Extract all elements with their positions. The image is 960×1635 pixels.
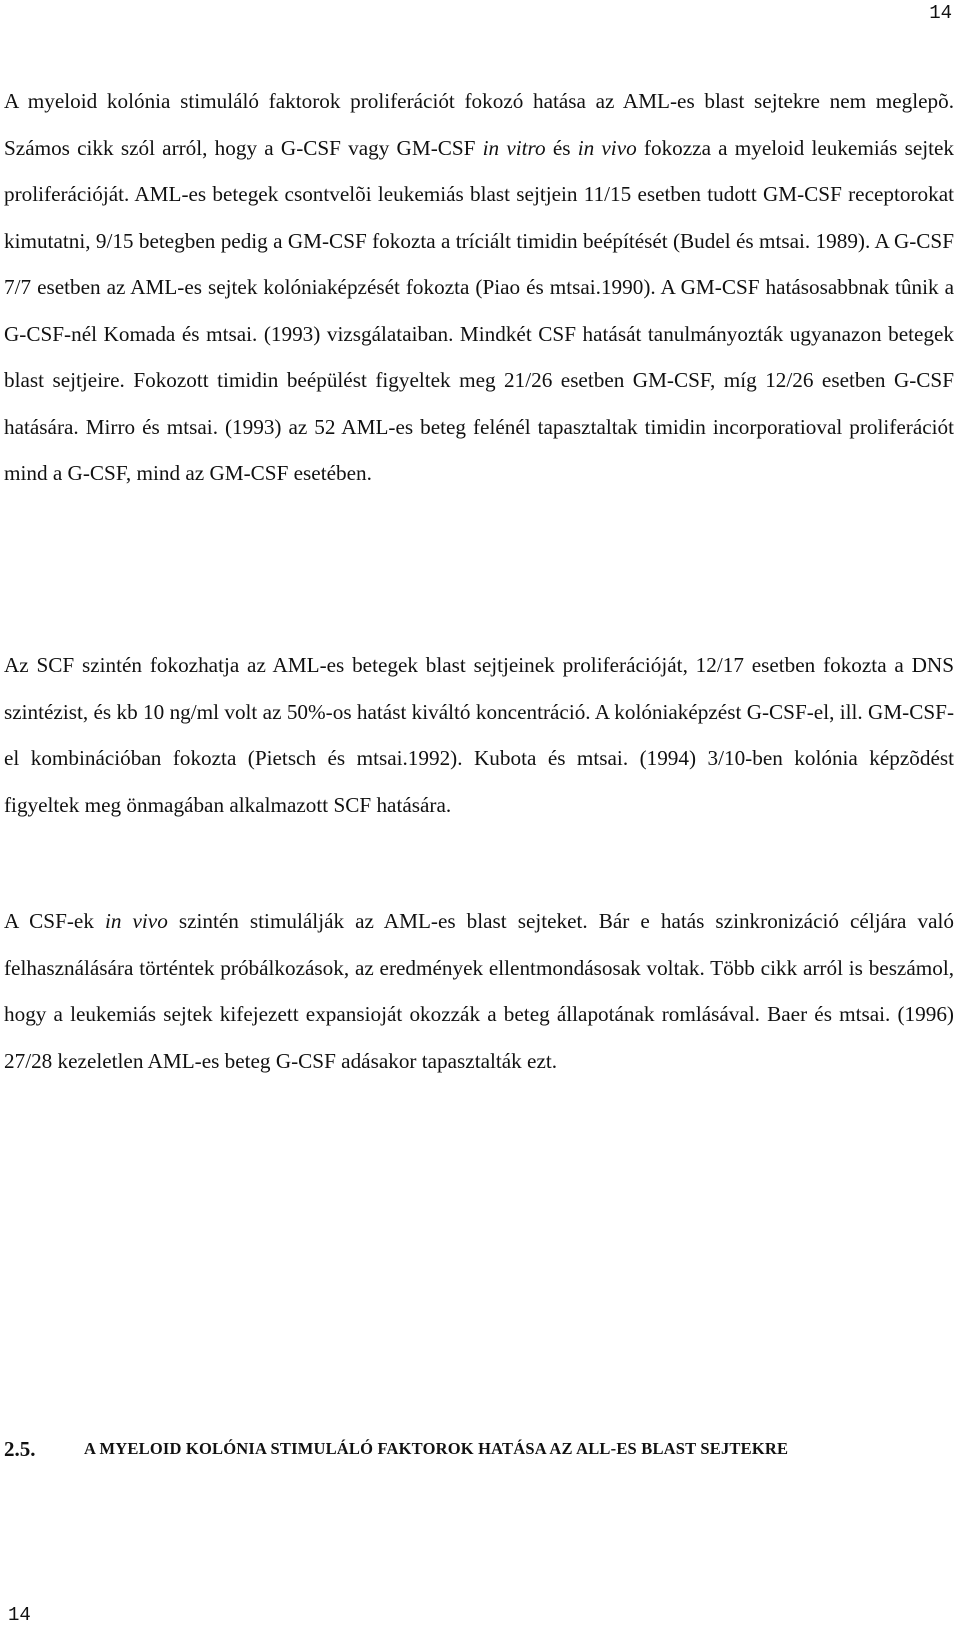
- text-run: és: [545, 135, 578, 160]
- text-run: Az SCF szintén fokozhatja az AML-es betegek blast sejtjeinek proliferációját, 12/17 esetben fokozta a DNS szintézist, és kb 10 ng/ml volt az 50%-os hatást kiváltó koncentráció. A kolóniaképzést G-CSF-el, ill. GM-CSF-el kombinációban fokozta (Pietsch és mtsai.1992). Kubota és mtsai. (1994) 3/10-ben kolónia képzõdést figyeltek meg önmagában alkalmazott SCF hatására.: [4, 653, 954, 817]
- page-number-top: 14: [929, 2, 952, 24]
- text-run: fokozza a myeloid leukemiás sejtek proliferációját. AML-es betegek csontvelõi leukemiás blast sejtjein 11/15 esetben tudott GM-CSF receptorokat kimutatni, 9/15 betegben pedig a GM-CSF fokozta a tríciált timidin beépítését (Budel és mtsai. 1989). A G-CSF 7/7 esetben az AML-es sejtek kolóniaképzését fokozta (Piao és mtsai.1990). A GM-CSF hatásosabbnak tûnik a G-CSF-nél Komada és mtsai. (1993) vizsgálataiban. Mindkét CSF hatását tanulmányozták ugyanazon betegek blast sejtjeire. Fokozott timidin beépülést figyeltek meg 21/26 esetben GM-CSF, míg 12/26 esetben G-CSF hatására. Mirro és mtsai. (1993) az 52 AML-es beteg felénél tapasztaltak timidin incorporatioval proliferációt mind a G-CSF, mind az GM-CSF esetében.: [4, 135, 954, 485]
- paragraph-3: [4, 898, 954, 1084]
- paragraph-2: [4, 642, 954, 828]
- italic-text-run: in vivo: [104, 909, 168, 933]
- italic-text-run: in vivo: [577, 135, 637, 160]
- text-run: szintén stimulálják az AML-es blast sejteket. Bár e hatás szinkronizáció céljára való felhasználására történtek próbálkozások, az eredmények ellentmondásosak voltak. Több cikk arról is beszámol, hogy a leukemiás sejtek kifejezett expansioját okozzák a beteg állapotának romlásával. Baer és mtsai. (1996) 27/28 kezeletlen AML-es beteg G-CSF adásakor tapasztalták ezt.: [4, 909, 954, 1073]
- page-number-bottom: 14: [8, 1604, 31, 1626]
- section-title: A MYELOID KOLÓNIA STIMULÁLÓ FAKTOROK HATÁSA AZ ALL-ES BLAST SEJTEKRE: [84, 1439, 789, 1458]
- text-run: A CSF-ek: [4, 909, 105, 933]
- text-run: A myeloid kolónia stimuláló faktorok proliferációt fokozó hatása az AML-es blast sejtekre nem meglepõ. Számos cikk szól arról, hogy a G-CSF vagy GM-CSF: [4, 89, 954, 160]
- section-number: 2.5.: [4, 1437, 36, 1461]
- paragraph-1: [4, 78, 954, 497]
- italic-text-run: in vitro: [482, 135, 546, 160]
